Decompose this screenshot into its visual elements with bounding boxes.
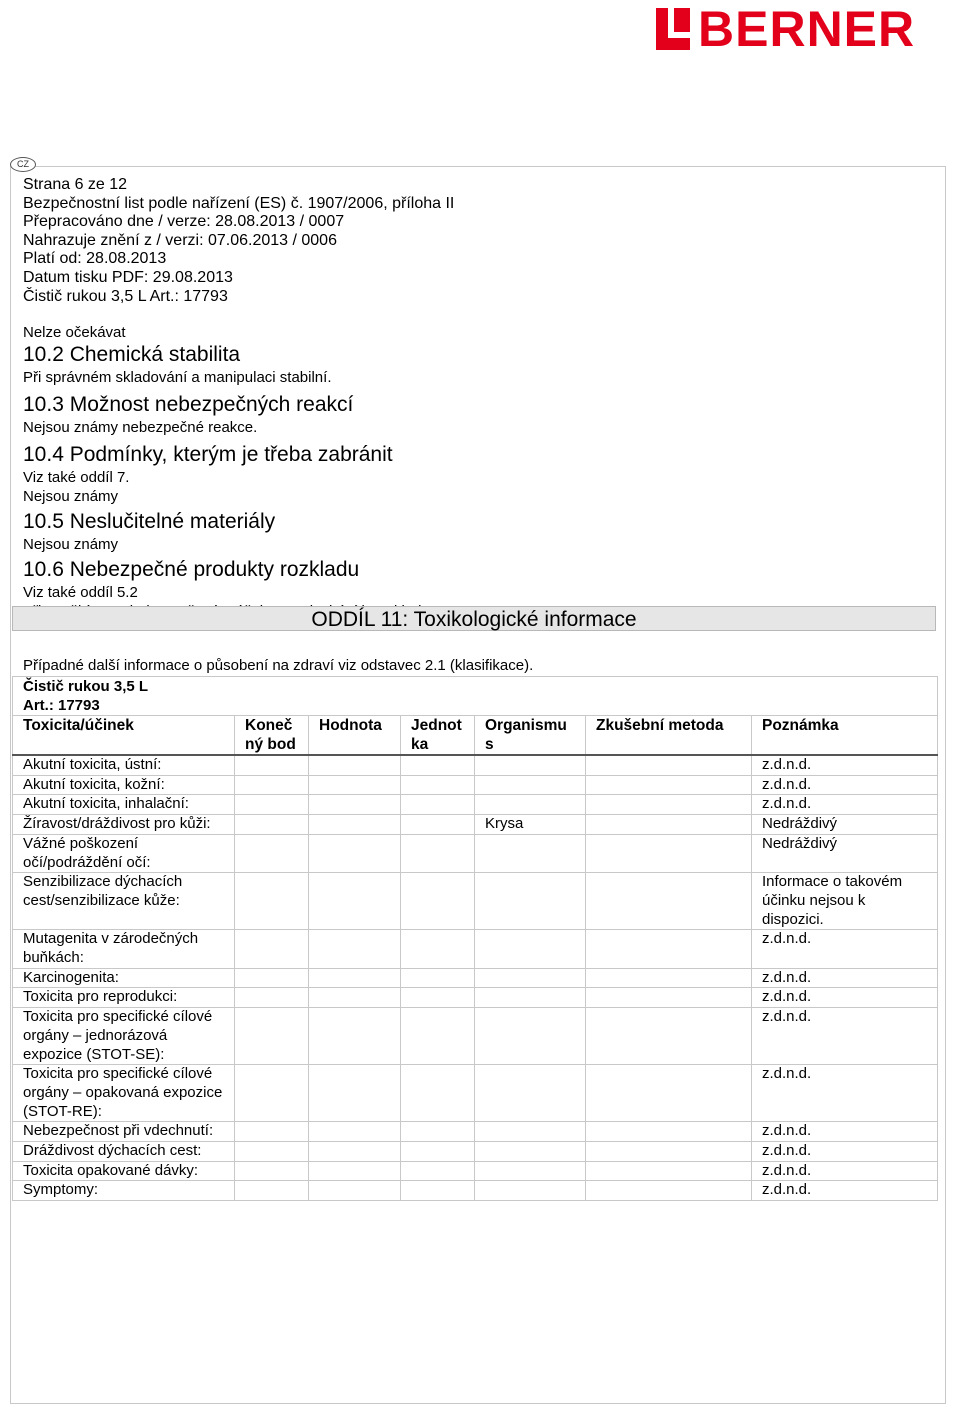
note-cell: z.d.n.d. <box>752 775 938 795</box>
value-cell <box>309 1181 401 1201</box>
page-number: Strana 6 ze 12 <box>23 176 128 193</box>
endpoint-cell <box>235 795 309 815</box>
product-art: Art.: 17793 <box>13 696 938 716</box>
subsection-heading: 10.3 Možnost nebezpečných reakcí <box>23 393 354 416</box>
unit-cell <box>401 873 475 930</box>
organism-cell <box>475 1161 586 1181</box>
effect-cell: Toxicita pro specifické cílové orgány – jednorázová expozice (STOT-SE): <box>13 1008 235 1065</box>
value-cell <box>309 1008 401 1065</box>
method-cell <box>586 930 752 968</box>
method-cell <box>586 988 752 1008</box>
table-row <box>13 988 938 1008</box>
endpoint-cell <box>235 1065 309 1122</box>
organism-cell <box>475 988 586 1008</box>
method-cell <box>586 755 752 775</box>
table-row <box>13 775 938 795</box>
note-cell: z.d.n.d. <box>752 988 938 1008</box>
unit-cell <box>401 1142 475 1162</box>
unit-cell <box>401 1161 475 1181</box>
section-11-intro: Případné další informace o působení na zdraví viz odstavec 2.1 (klasifikace). <box>23 657 534 674</box>
table-row <box>13 815 938 835</box>
table-row <box>13 1122 938 1142</box>
text-line: Při správném skladování a manipulaci stabilní. <box>23 369 332 386</box>
effect-cell: Mutagenita v zárodečných buňkách: <box>13 930 235 968</box>
section-11-title-band <box>12 606 936 631</box>
value-cell <box>309 775 401 795</box>
note-cell: z.d.n.d. <box>752 1161 938 1181</box>
table-header-row <box>13 716 938 756</box>
column-header: Koneč ný bod <box>235 716 309 756</box>
column-header: Toxicita/účinek <box>13 716 235 756</box>
effect-cell: Vážné poškození očí/podráždění očí: <box>13 834 235 872</box>
method-cell <box>586 1142 752 1162</box>
method-cell <box>586 1065 752 1122</box>
text-line: Nejsou známy <box>23 488 119 505</box>
note-cell: Informace o takovém účinku nejsou k dispozici. <box>752 873 938 930</box>
country-badge: CZ <box>10 157 36 172</box>
endpoint-cell <box>235 1008 309 1065</box>
method-cell <box>586 1122 752 1142</box>
table-row <box>13 873 938 930</box>
value-cell <box>309 988 401 1008</box>
organism-cell <box>475 1008 586 1065</box>
toxicology-table <box>12 676 938 1201</box>
product-name: Čistič rukou 3,5 L <box>13 677 938 697</box>
berner-logo-text: BERNER <box>698 1 916 57</box>
column-header: Organismu s <box>475 716 586 756</box>
value-cell <box>309 930 401 968</box>
text-line: Nejsou známy <box>23 536 119 553</box>
note-cell: z.d.n.d. <box>752 968 938 988</box>
unit-cell <box>401 1122 475 1142</box>
method-cell <box>586 795 752 815</box>
endpoint-cell <box>235 1181 309 1201</box>
method-cell <box>586 834 752 872</box>
note-cell: z.d.n.d. <box>752 795 938 815</box>
organism-cell: Krysa <box>475 815 586 835</box>
column-header: Poznámka <box>752 716 938 756</box>
text-line: Nejsou známy nebezpečné reakce. <box>23 419 258 436</box>
value-cell <box>309 1161 401 1181</box>
revision-line: Přepracováno dne / verze: 28.08.2013 / 0007 <box>23 213 345 231</box>
section-10 <box>23 323 434 621</box>
product-line: Čistič rukou 3,5 L Art.: 17793 <box>23 287 228 305</box>
berner-logo-mark-icon <box>656 8 692 50</box>
endpoint-cell <box>235 873 309 930</box>
table-row <box>13 1142 938 1162</box>
value-cell <box>309 795 401 815</box>
note-cell: z.d.n.d. <box>752 930 938 968</box>
effect-cell: Dráždivost dýchacích cest: <box>13 1142 235 1162</box>
effect-cell: Nebezpečnost při vdechnutí: <box>13 1122 235 1142</box>
unit-cell <box>401 755 475 775</box>
berner-logo <box>656 1 916 57</box>
endpoint-cell <box>235 1142 309 1162</box>
organism-cell <box>475 968 586 988</box>
print-date-line: Datum tisku PDF: 29.08.2013 <box>23 268 233 286</box>
unit-cell <box>401 795 475 815</box>
note-cell: z.d.n.d. <box>752 1181 938 1201</box>
note-cell: z.d.n.d. <box>752 755 938 775</box>
note-cell: Nedráždivý <box>752 834 938 872</box>
table-row <box>13 834 938 872</box>
value-cell <box>309 873 401 930</box>
subsection-heading: 10.4 Podmínky, kterým je třeba zabránit <box>23 443 393 466</box>
organism-cell <box>475 1122 586 1142</box>
organism-cell <box>475 775 586 795</box>
product-art-row <box>13 696 938 716</box>
column-header: Hodnota <box>309 716 401 756</box>
endpoint-cell <box>235 988 309 1008</box>
organism-cell <box>475 1065 586 1122</box>
text-line: Viz také oddíl 7. <box>23 469 130 486</box>
endpoint-cell <box>235 815 309 835</box>
effect-cell: Symptomy: <box>13 1181 235 1201</box>
method-cell <box>586 775 752 795</box>
document-header <box>23 176 454 306</box>
unit-cell <box>401 968 475 988</box>
value-cell <box>309 755 401 775</box>
unit-cell <box>401 1065 475 1122</box>
method-cell <box>586 1181 752 1201</box>
effect-cell: Toxicita pro reprodukci: <box>13 988 235 1008</box>
effect-cell: Akutní toxicita, kožní: <box>13 775 235 795</box>
toxicology-table-body <box>13 755 938 1201</box>
endpoint-cell <box>235 968 309 988</box>
note-cell: z.d.n.d. <box>752 1122 938 1142</box>
table-row <box>13 930 938 968</box>
effect-cell: Karcinogenita: <box>13 968 235 988</box>
effect-cell: Akutní toxicita, ústní: <box>13 755 235 775</box>
table-row <box>13 1008 938 1065</box>
unit-cell <box>401 1008 475 1065</box>
product-name-row <box>13 677 938 697</box>
note-cell: z.d.n.d. <box>752 1142 938 1162</box>
valid-from-line: Platí od: 28.08.2013 <box>23 250 167 268</box>
value-cell <box>309 815 401 835</box>
unit-cell <box>401 834 475 872</box>
effect-cell: Akutní toxicita, inhalační: <box>13 795 235 815</box>
organism-cell <box>475 755 586 775</box>
section-11-title: ODDÍL 11: Toxikologické informace <box>311 608 637 631</box>
effect-cell: Senzibilizace dýchacích cest/senzibilizace kůže: <box>13 873 235 930</box>
table-row <box>13 1161 938 1181</box>
organism-cell <box>475 834 586 872</box>
organism-cell <box>475 930 586 968</box>
table-row <box>13 1065 938 1122</box>
effect-cell: Toxicita pro specifické cílové orgány – opakovaná expozice (STOT-RE): <box>13 1065 235 1122</box>
note-cell: z.d.n.d. <box>752 1065 938 1122</box>
text-line: Nelze očekávat <box>23 324 126 341</box>
method-cell <box>586 1008 752 1065</box>
unit-cell <box>401 988 475 1008</box>
unit-cell <box>401 1181 475 1201</box>
endpoint-cell <box>235 834 309 872</box>
value-cell <box>309 1142 401 1162</box>
table-row <box>13 1181 938 1201</box>
subsection-heading: 10.5 Neslučitelné materiály <box>23 510 276 533</box>
endpoint-cell <box>235 1122 309 1142</box>
method-cell <box>586 1161 752 1181</box>
text-line: Viz také oddíl 5.2 <box>23 584 138 601</box>
effect-cell: Žíravost/dráždivost pro kůži: <box>13 815 235 835</box>
method-cell <box>586 815 752 835</box>
note-cell: Nedráždivý <box>752 815 938 835</box>
organism-cell <box>475 1142 586 1162</box>
subsection-heading: 10.6 Nebezpečné produkty rozkladu <box>23 558 360 581</box>
table-row <box>13 755 938 775</box>
effect-cell: Toxicita opakované dávky: <box>13 1161 235 1181</box>
organism-cell <box>475 1181 586 1201</box>
note-cell: z.d.n.d. <box>752 1008 938 1065</box>
value-cell <box>309 1122 401 1142</box>
value-cell <box>309 1065 401 1122</box>
organism-cell <box>475 873 586 930</box>
endpoint-cell <box>235 1161 309 1181</box>
subsection-heading: 10.2 Chemická stabilita <box>23 343 241 366</box>
method-cell <box>586 968 752 988</box>
column-header: Jednot ka <box>401 716 475 756</box>
table-row <box>13 795 938 815</box>
unit-cell <box>401 775 475 795</box>
organism-cell <box>475 795 586 815</box>
value-cell <box>309 834 401 872</box>
endpoint-cell <box>235 775 309 795</box>
value-cell <box>309 968 401 988</box>
unit-cell <box>401 930 475 968</box>
regulation-line: Bezpečnostní list podle nařízení (ES) č. 1907/2006, příloha II <box>23 194 455 212</box>
unit-cell <box>401 815 475 835</box>
replaces-line: Nahrazuje znění z / verzi: 07.06.2013 / 0006 <box>23 231 337 249</box>
column-header: Zkušební metoda <box>586 716 752 756</box>
endpoint-cell <box>235 755 309 775</box>
table-row <box>13 968 938 988</box>
toxicology-table-wrap <box>12 676 937 1201</box>
method-cell <box>586 873 752 930</box>
endpoint-cell <box>235 930 309 968</box>
